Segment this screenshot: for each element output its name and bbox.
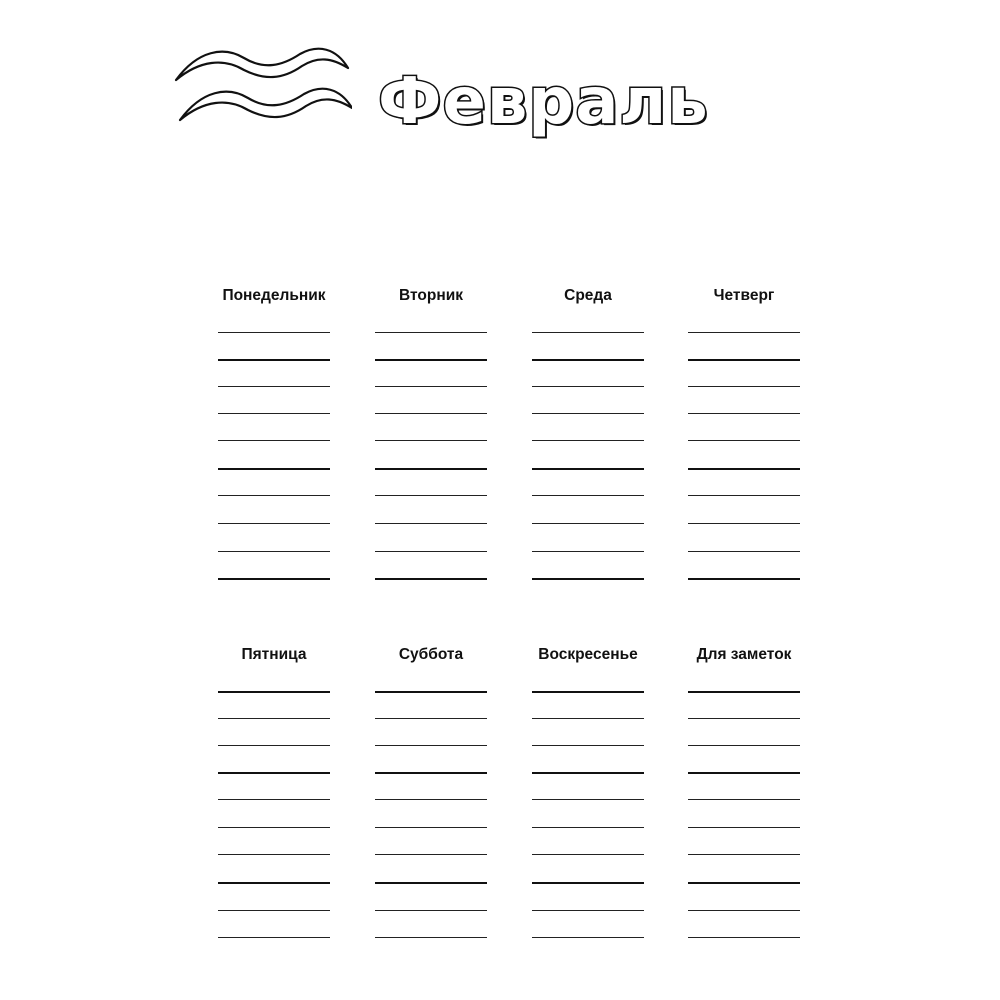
write-line[interactable] — [218, 718, 330, 719]
day-column-notes — [688, 645, 800, 945]
write-line[interactable] — [532, 718, 644, 719]
write-line[interactable] — [688, 827, 800, 828]
day-header: Среда — [564, 287, 612, 304]
write-line[interactable] — [688, 854, 800, 855]
write-line[interactable] — [375, 937, 487, 938]
write-line[interactable] — [218, 937, 330, 938]
write-line[interactable] — [688, 745, 800, 746]
day-column-saturday — [375, 645, 487, 945]
write-line[interactable] — [375, 718, 487, 719]
write-line[interactable] — [532, 691, 644, 693]
write-line[interactable] — [532, 772, 644, 774]
write-line[interactable] — [375, 882, 487, 884]
write-line[interactable] — [218, 910, 330, 911]
write-line[interactable] — [375, 691, 487, 693]
write-line[interactable] — [375, 745, 487, 746]
write-line[interactable] — [218, 827, 330, 828]
day-header: Понедельник — [222, 287, 326, 304]
write-line[interactable] — [688, 910, 800, 911]
page-title: Февраль — [378, 65, 709, 139]
write-line[interactable] — [688, 691, 800, 693]
day-header: Воскресенье — [538, 646, 638, 663]
write-line[interactable] — [688, 772, 800, 774]
write-line[interactable] — [218, 691, 330, 693]
write-line[interactable] — [375, 772, 487, 774]
day-column-sunday — [532, 645, 644, 945]
write-line[interactable] — [532, 799, 644, 800]
day-header: Вторник — [399, 287, 463, 304]
write-line[interactable] — [532, 882, 644, 884]
write-line[interactable] — [532, 937, 644, 938]
write-line[interactable] — [218, 799, 330, 800]
write-line[interactable] — [688, 718, 800, 719]
day-column-friday — [218, 645, 330, 945]
write-line[interactable] — [688, 799, 800, 800]
write-line[interactable] — [218, 745, 330, 746]
write-line[interactable] — [688, 937, 800, 938]
write-line[interactable] — [375, 854, 487, 855]
day-header: Пятница — [241, 646, 307, 663]
write-line[interactable] — [532, 745, 644, 746]
day-header: Суббота — [398, 646, 464, 663]
write-line[interactable] — [375, 910, 487, 911]
write-line[interactable] — [375, 827, 487, 828]
write-line[interactable] — [375, 799, 487, 800]
write-line[interactable] — [532, 827, 644, 828]
write-line[interactable] — [218, 882, 330, 884]
write-line[interactable] — [218, 854, 330, 855]
write-line[interactable] — [688, 882, 800, 884]
write-line[interactable] — [218, 772, 330, 774]
write-line[interactable] — [532, 910, 644, 911]
day-header: Для заметок — [696, 646, 792, 663]
write-line[interactable] — [532, 854, 644, 855]
day-header: Четверг — [713, 287, 775, 304]
